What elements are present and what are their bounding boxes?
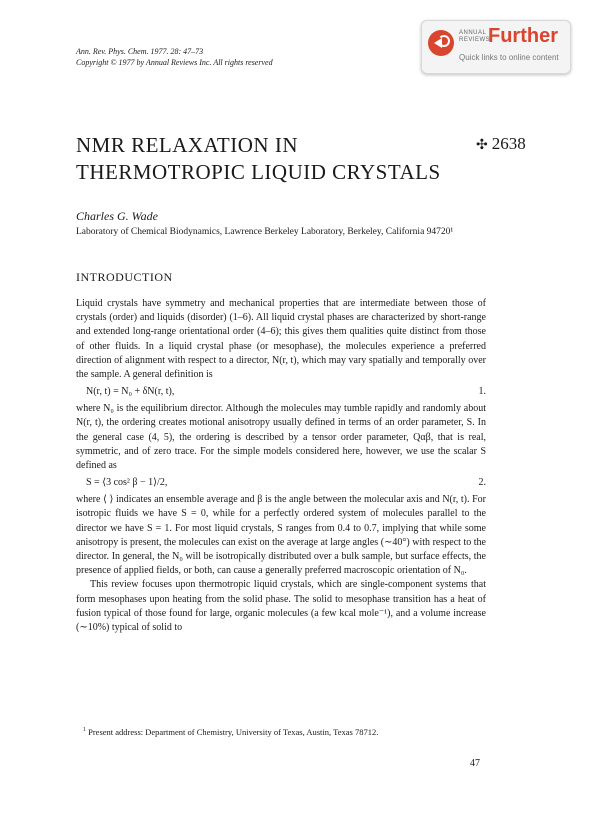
equation-1-expression: N(r, t) = N₀ + δN(r, t), [86,386,175,398]
article-body [76,297,486,635]
section-heading: INTRODUCTION [76,270,173,284]
annual-reviews-label: ANNUAL REVIEWS [459,30,491,43]
reference-symbol-icon: ✣ [476,138,488,153]
footnote-text: Present address: Department of Chemistry, University of Texas, Austin, Texas 78712. [88,727,379,737]
further-label: Further [488,25,558,47]
further-badge[interactable] [421,20,571,74]
footnote-mark: 1 [83,727,86,734]
paragraph-2: where N₀ is the equilibrium director. Although the molecules may tumble rapidly and randomly about N(r, t), the ordering creates motional anisotropy usually defined in terms of an order parameter, S. In the general case (4, 5), the ordering is described by a tensor order parameter, Qαβ, that is real, symmetric, and of zero trace. For the simple models considered here, however, we use the scalar S defined as [76,403,486,472]
equation-2 [76,473,486,493]
author-name: Charles G. Wade [76,209,158,223]
reference-number-value: 2638 [491,134,526,153]
page-number: 47 [470,758,480,769]
copyright-line: Copyright © 1977 by Annual Reviews Inc. All rights reserved [76,58,273,67]
journal-citation [76,46,273,68]
annual-reviews-logo-icon [428,30,454,56]
paragraph-4: This review focuses upon thermotropic liquid crystals, which are single-component systems that form mesophases upon heating from the solid phase. The solid to mesophase transition has a heat of fusion typical of those found for large, organic molecules (a few kcal mole⁻¹), and a volume increase (∼10%) typical of solid to [76,579,486,634]
title-line-2: THERMOTROPIC LIQUID CRYSTALS [76,160,441,184]
paragraph-3: where ⟨ ⟩ indicates an ensemble average and β is the angle between the molecular axis and N(r, t). For isotropic fluids we have S = 0, while for a perfectly ordered system of molecules parallel to the director we have S = 1. For most liquid crystals, S ranges from 0.4 to 0.7, implying that while some anisotropy is present, the molecules can exist on the average at large angles (∼40°) with respect to the director. In general, the N₀ will be isotropically distributed over a bulk sample, but surface effects, the presence of applied fields, or both, can cause a generally preferred macroscopic orientation of N₀. [76,494,486,577]
quick-links-label: Quick links to online content [459,53,559,62]
journal-line-1: Ann. Rev. Phys. Chem. 1977. 28: 47–73 [76,47,204,56]
equation-1-number: 1. [478,386,486,398]
reference-number [476,134,526,154]
equation-2-number: 2. [478,477,486,489]
title-line-1: NMR RELAXATION IN [76,133,298,157]
article-title [76,132,441,186]
equation-2-expression: S = ⟨3 cos² β − 1⟩/2, [86,477,168,489]
footnote [76,727,486,737]
equation-1 [76,382,486,402]
paragraph-1: Liquid crystals have symmetry and mechanical properties that are intermediate between those of crystals (order) and liquids (disorder) (1–6). All liquid crystal phases are characterized by short-range and extended long-range orientational order (4–6); this gives them qualities quite distinct from those of other fluids. In a liquid crystal phase (or mesophase), the molecules experience a preferred direction of alignment with respect to a director, N(r, t), which may vary spatially and temporally over the sample. A general definition is [76,298,486,381]
author-affiliation: Laboratory of Chemical Biodynamics, Lawrence Berkeley Laboratory, Berkeley, California 94720¹ [76,227,454,237]
